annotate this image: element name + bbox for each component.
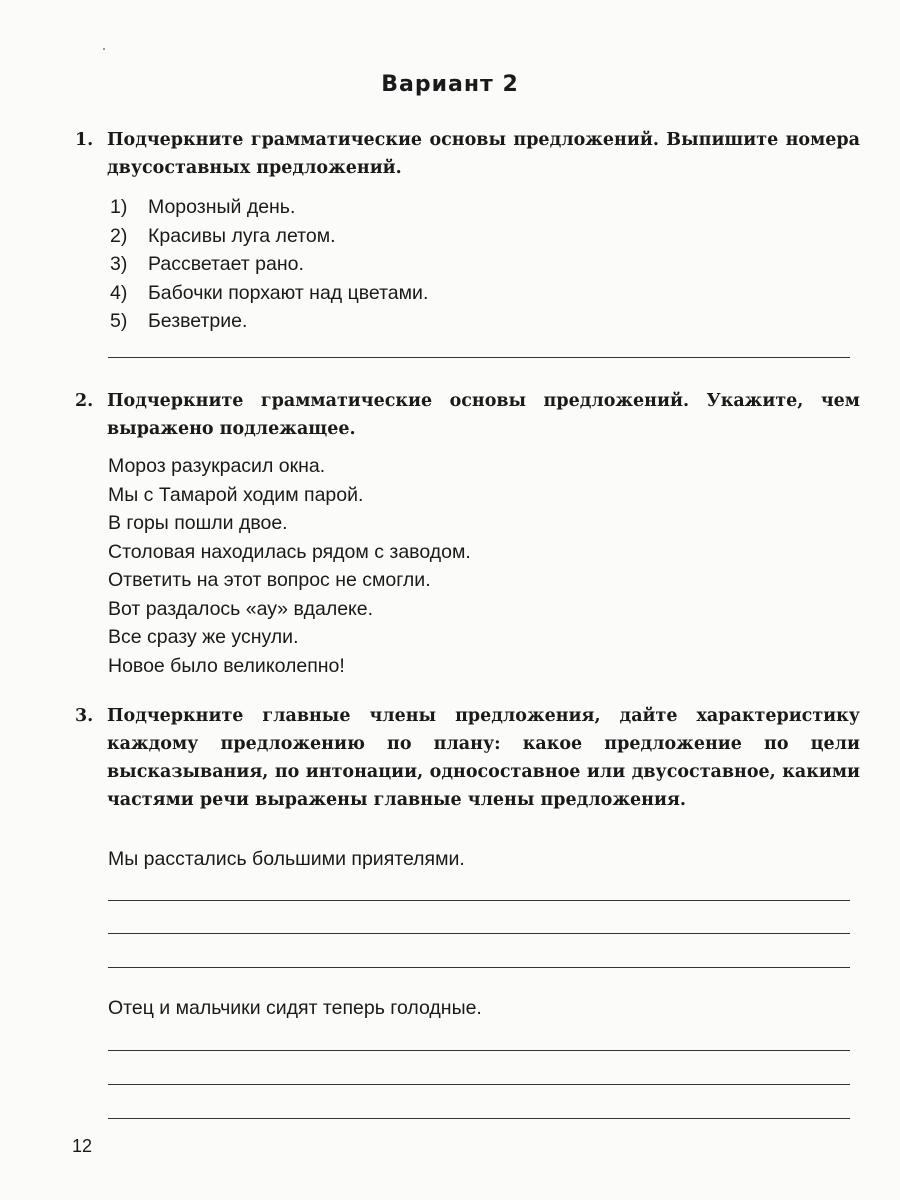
answer-line[interactable]	[108, 1118, 850, 1119]
sentence: Ответить на этот вопрос не смогли.	[108, 569, 431, 591]
task-3-prompt	[75, 702, 860, 814]
task-number: 2.	[75, 391, 94, 411]
list-item: 1) Морозный день.	[110, 196, 296, 218]
page-title: Вариант 2	[381, 72, 519, 97]
task-text: Подчеркните грамматические основы предложений. Выпишите номера двусоставных предложений.	[107, 130, 860, 178]
answer-line[interactable]	[108, 967, 850, 968]
answer-line[interactable]	[108, 900, 850, 901]
sentence: Вот раздалось «ау» вдалеке.	[108, 597, 374, 620]
scan-speck	[103, 48, 105, 50]
answer-line[interactable]	[108, 933, 850, 934]
task-number: 1.	[75, 130, 94, 150]
list-item: 3) Рассветает рано.	[110, 253, 304, 275]
sentence: Мороз разукрасил окна.	[108, 455, 326, 477]
sentence: Столовая находилась рядом с заводом.	[108, 540, 471, 563]
list-item: 2) Красивы луга летом.	[110, 224, 336, 247]
task-2-sentences	[108, 452, 471, 680]
task-1-prompt	[75, 126, 860, 182]
answer-line[interactable]	[108, 357, 850, 358]
task-number: 3.	[75, 706, 94, 726]
sentence: Новое было великолепно!	[108, 654, 345, 677]
sentence: Все сразу же уснули.	[108, 626, 299, 648]
task-text: Подчеркните грамматические основы предложений. Укажите, чем выражено подлежащее.	[107, 391, 860, 439]
sentence: Мы с Тамарой ходим парой.	[108, 483, 364, 506]
answer-line[interactable]	[108, 1050, 850, 1051]
list-item: 5) Безветрие.	[110, 310, 248, 332]
answer-line[interactable]	[108, 1084, 850, 1085]
list-item: 4) Бабочки порхают над цветами.	[110, 281, 429, 304]
sentence: В горы пошли двое.	[108, 512, 288, 534]
sentence: Отец и мальчики сидят теперь голодные.	[108, 997, 482, 1019]
sentence: Мы расстались большими приятелями.	[108, 848, 465, 870]
task-2-prompt	[75, 387, 860, 443]
page-number: 12	[72, 1136, 93, 1156]
task-text: Подчеркните главные члены предложения, дайте характеристику каждому предложению по плану: какое предложение по цели высказывания, по интонации, односоставное или двусоставное, какими частями речи выражены главные члены предложения.	[107, 706, 860, 810]
task-1-list	[110, 193, 428, 336]
